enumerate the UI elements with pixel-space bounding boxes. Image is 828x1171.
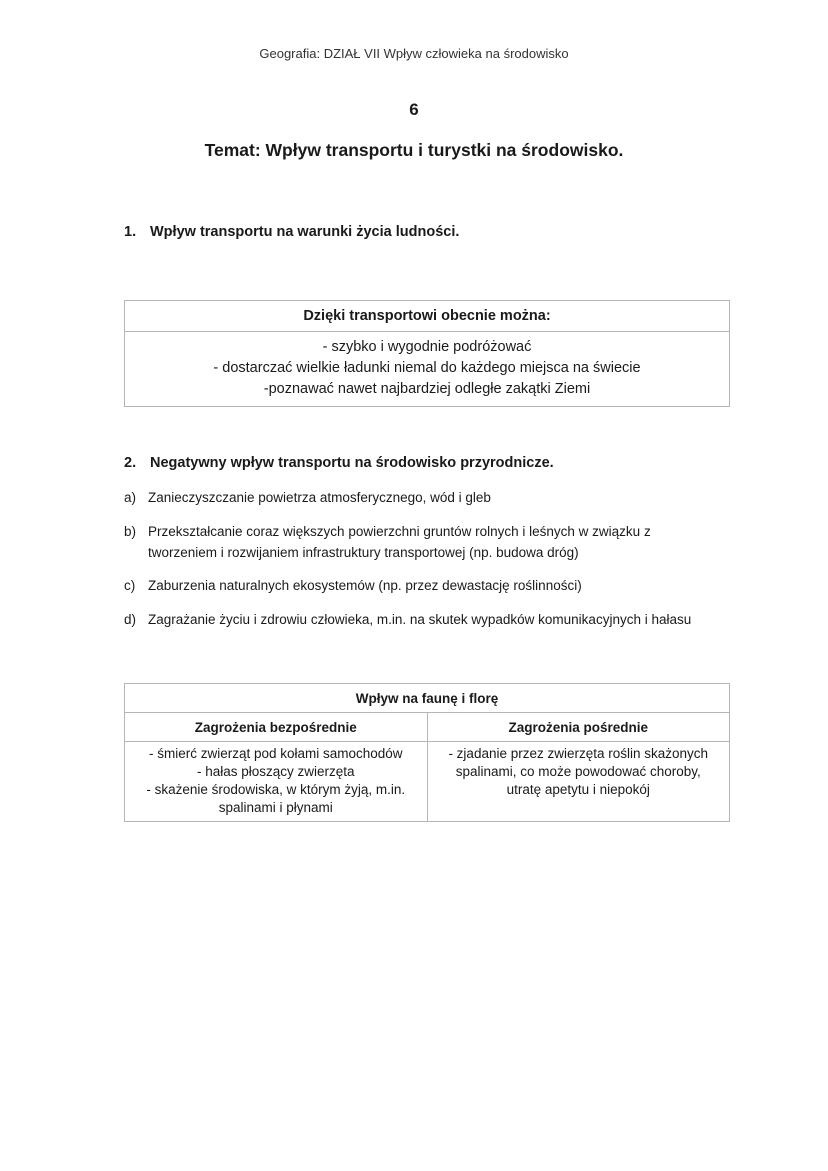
- section-number: 2.: [124, 455, 137, 471]
- benefit-line: - szybko i wygodnie podróżować: [322, 339, 532, 355]
- threat-line: spalinami, co może powodować choroby,: [455, 764, 701, 779]
- list-item-label: c): [124, 578, 136, 593]
- running-header: Geografia: DZIAŁ VII Wpływ człowieka na środowisko: [259, 46, 569, 61]
- lesson-title: Temat: Wpływ transportu i turystki na środowisko.: [204, 140, 624, 160]
- fauna-flora-table: [124, 683, 730, 822]
- list-item-text: Zaburzenia naturalnych ekosystemów (np. przez dewastację roślinności): [148, 578, 582, 593]
- list-item-text: tworzeniem i rozwijaniem infrastruktury transportowej (np. budowa dróg): [148, 545, 579, 560]
- list-item-text: Przekształcanie coraz większych powierzchni gruntów rolnych i leśnych w związku z: [148, 524, 651, 539]
- benefit-line: - dostarczać wielkie ładunki niemal do każdego miejsca na świecie: [213, 360, 641, 376]
- list-item: [124, 487, 724, 508]
- list-item: [124, 575, 724, 596]
- list-item-text: Zanieczyszczanie powietrza atmosferycznego, wód i gleb: [148, 490, 491, 505]
- page-number: 6: [409, 100, 419, 119]
- section-title: Wpływ transportu na warunki życia ludności.: [150, 224, 460, 240]
- threat-line: - skażenie środowiska, w którym żyją, m.in.: [146, 782, 406, 797]
- list-item-label: b): [124, 524, 137, 539]
- threat-line: utratę apetytu i niepokój: [506, 782, 650, 797]
- section-2-heading: [124, 455, 554, 471]
- direct-threats-cell: [125, 742, 428, 822]
- threat-line: - zjadanie przez zwierzęta roślin skażonych: [448, 746, 709, 761]
- section-title: Negatywny wpływ transportu na środowisko przyrodnicze.: [150, 455, 554, 471]
- column-header-direct: Zagrożenia bezpośrednie: [125, 713, 428, 742]
- fauna-flora-table-title: Wpływ na faunę i florę: [125, 684, 730, 713]
- list-item: [124, 609, 724, 630]
- section-1-heading: [124, 224, 459, 240]
- benefit-line: -poznawać nawet najbardziej odległe zakątki Ziemi: [263, 381, 591, 397]
- section-number: 1.: [124, 224, 137, 240]
- threat-line: - hałas płoszący zwierzęta: [196, 764, 355, 779]
- list-item-label: d): [124, 612, 137, 627]
- benefits-table-header: Dzięki transportowi obecnie można:: [125, 301, 730, 332]
- benefits-table-body: [125, 332, 730, 407]
- list-item-text: Zagrażanie życiu i zdrowiu człowieka, m.in. na skutek wypadków komunikacyjnych i hałasu: [148, 612, 692, 627]
- column-header-indirect: Zagrożenia pośrednie: [427, 713, 730, 742]
- indirect-threats-cell: [427, 742, 730, 822]
- benefits-table: [124, 300, 730, 407]
- threat-line: - śmierć zwierząt pod kołami samochodów: [148, 746, 403, 761]
- threat-line: spalinami i płynami: [218, 800, 333, 815]
- list-item: [124, 521, 724, 563]
- list-item-label: a): [124, 490, 137, 505]
